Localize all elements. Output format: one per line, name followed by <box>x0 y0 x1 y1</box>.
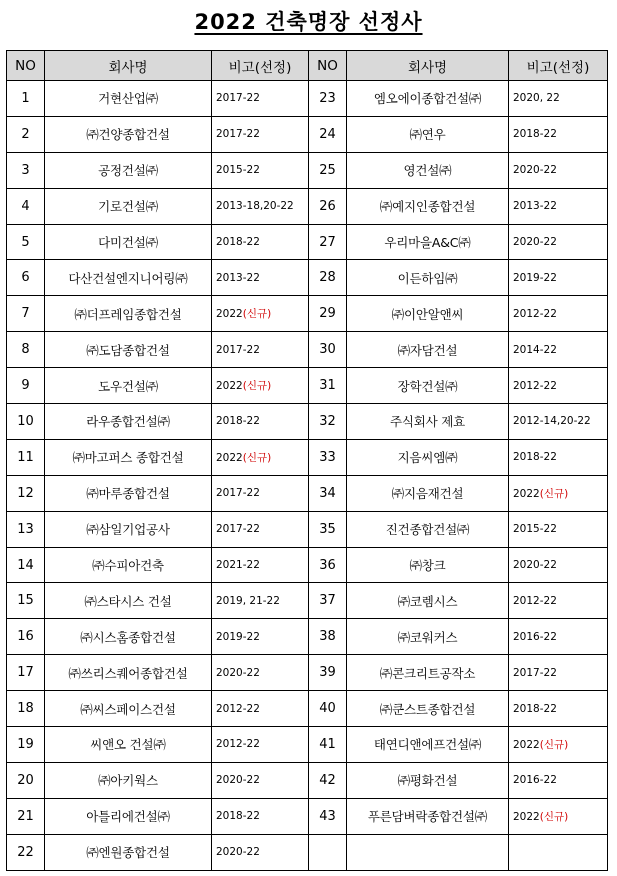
header-note: 비고(선정) <box>509 51 608 81</box>
row-number: 43 <box>309 798 347 834</box>
selection-years: 2012-22 <box>216 738 260 751</box>
selection-note <box>212 583 309 619</box>
row-number: 3 <box>7 152 45 188</box>
row-number: 38 <box>309 619 347 655</box>
selection-years: 2018-22 <box>513 128 557 141</box>
row-number: 9 <box>7 368 45 404</box>
selection-note <box>509 188 608 224</box>
selection-years: 2018-22 <box>513 702 557 715</box>
company-name: 거현산업㈜ <box>45 81 212 117</box>
selection-note <box>509 727 608 763</box>
company-name: ㈜엔원종합건설 <box>45 834 212 870</box>
company-name: 씨앤오 건설㈜ <box>45 727 212 763</box>
company-name: ㈜자담건설 <box>347 332 509 368</box>
selection-note <box>509 368 608 404</box>
selection-note <box>212 619 309 655</box>
row-number: 31 <box>309 368 347 404</box>
selection-years: 2019-22 <box>513 271 557 284</box>
selection-note <box>509 511 608 547</box>
row-number: 29 <box>309 296 347 332</box>
table-row <box>7 260 608 296</box>
header-company: 회사명 <box>347 51 509 81</box>
row-number: 14 <box>7 547 45 583</box>
selection-years: 2021-22 <box>216 559 260 572</box>
selection-years: 2012-22 <box>513 307 557 320</box>
selection-years: 2022 <box>216 308 243 321</box>
selection-note <box>212 762 309 798</box>
row-number: 34 <box>309 475 347 511</box>
selection-note <box>509 116 608 152</box>
selection-years: 2018-22 <box>216 415 260 428</box>
company-name: ㈜아키웍스 <box>45 762 212 798</box>
selection-years: 2016-22 <box>513 630 557 643</box>
selection-years: 2022 <box>513 738 540 751</box>
selection-note <box>212 655 309 691</box>
table-row <box>7 511 608 547</box>
row-number: 12 <box>7 475 45 511</box>
header-no: NO <box>7 51 45 81</box>
table-row <box>7 547 608 583</box>
table-row <box>7 691 608 727</box>
selection-note <box>212 152 309 188</box>
company-name: 다미건설㈜ <box>45 224 212 260</box>
company-name: ㈜마루종합건설 <box>45 475 212 511</box>
company-name: ㈜건양종합건설 <box>45 116 212 152</box>
table-body <box>7 81 608 871</box>
table-row <box>7 583 608 619</box>
company-name: ㈜도담종합건설 <box>45 332 212 368</box>
table-row <box>7 224 608 260</box>
selection-years: 2012-14,20-22 <box>513 415 591 428</box>
table-row <box>7 404 608 440</box>
row-number: 4 <box>7 188 45 224</box>
selection-years: 2020-22 <box>513 236 557 248</box>
row-number: 40 <box>309 691 347 727</box>
selection-note <box>212 511 309 547</box>
company-name: 엠오에이종합건설㈜ <box>347 81 509 117</box>
company-name: ㈜예지인종합건설 <box>347 188 509 224</box>
selection-note <box>212 439 309 475</box>
row-number: 11 <box>7 439 45 475</box>
selection-note <box>212 475 309 511</box>
selection-note <box>509 404 608 440</box>
company-name: ㈜시스홈종합건설 <box>45 619 212 655</box>
table-row <box>7 798 608 834</box>
company-name: 태연디앤에프건설㈜ <box>347 727 509 763</box>
row-number: 13 <box>7 511 45 547</box>
company-name: 라우종합건설㈜ <box>45 404 212 440</box>
company-name: ㈜연우 <box>347 116 509 152</box>
selection-note <box>212 368 309 404</box>
selection-note <box>509 224 608 260</box>
selection-years: 2022 <box>513 810 540 823</box>
company-name: 도우건설㈜ <box>45 368 212 404</box>
company-name: ㈜쓰리스퀘어종합건설 <box>45 655 212 691</box>
selection-note <box>509 691 608 727</box>
selection-years: 2013-22 <box>513 200 557 213</box>
selection-years: 2017-22 <box>216 128 260 141</box>
selection-years: 2022 <box>216 451 243 464</box>
selection-years: 2016-22 <box>513 774 557 787</box>
table-row <box>7 152 608 188</box>
row-number: 26 <box>309 188 347 224</box>
company-name: ㈜콘크리트공작소 <box>347 655 509 691</box>
company-name: 장학건설㈜ <box>347 368 509 404</box>
selection-note <box>212 81 309 117</box>
company-name: ㈜씨스페이스건설 <box>45 691 212 727</box>
empty-cell <box>309 834 347 870</box>
selection-note <box>212 260 309 296</box>
selection-note <box>212 547 309 583</box>
company-name: 푸른담벼락종합건설㈜ <box>347 798 509 834</box>
row-number: 1 <box>7 81 45 117</box>
row-number: 27 <box>309 224 347 260</box>
selection-years: 2018-22 <box>513 451 557 464</box>
company-name: 다산건설엔지니어링㈜ <box>45 260 212 296</box>
company-name: ㈜스타시스 건설 <box>45 583 212 619</box>
company-name: ㈜평화건설 <box>347 762 509 798</box>
selection-note <box>509 547 608 583</box>
selection-note <box>212 224 309 260</box>
selection-note <box>509 762 608 798</box>
selection-note <box>212 116 309 152</box>
empty-cell <box>509 834 608 870</box>
row-number: 19 <box>7 727 45 763</box>
selection-years: 2019-22 <box>216 630 260 643</box>
company-name: 공정건설㈜ <box>45 152 212 188</box>
selection-years: 2017-22 <box>216 92 260 105</box>
row-number: 18 <box>7 691 45 727</box>
selection-years: 2020-22 <box>513 559 557 572</box>
table-row <box>7 834 608 870</box>
selection-note <box>509 475 608 511</box>
row-number: 16 <box>7 619 45 655</box>
table-row <box>7 727 608 763</box>
company-name: 아틀리에건설㈜ <box>45 798 212 834</box>
table-row <box>7 439 608 475</box>
table-row <box>7 619 608 655</box>
row-number: 10 <box>7 404 45 440</box>
table-row <box>7 81 608 117</box>
empty-cell <box>347 834 509 870</box>
selection-years: 2022 <box>513 487 540 500</box>
selection-years: 2017-22 <box>216 523 260 536</box>
selection-years: 2018-22 <box>216 236 260 248</box>
new-badge: (신규) <box>539 738 569 751</box>
selection-years: 2013-22 <box>216 271 260 284</box>
selection-note <box>509 655 608 691</box>
selection-years: 2017-22 <box>216 487 260 500</box>
company-name: 이든하임㈜ <box>347 260 509 296</box>
selection-note <box>509 81 608 117</box>
table-header-row <box>7 51 608 81</box>
company-name: 우리마을A&C㈜ <box>347 224 509 260</box>
selection-years: 2014-22 <box>513 343 557 356</box>
selection-years: 2020-22 <box>216 846 260 859</box>
company-name: 기로건설㈜ <box>45 188 212 224</box>
row-number: 8 <box>7 332 45 368</box>
selection-years: 2015-22 <box>216 164 260 177</box>
row-number: 2 <box>7 116 45 152</box>
selection-note <box>509 619 608 655</box>
row-number: 25 <box>309 152 347 188</box>
row-number: 21 <box>7 798 45 834</box>
selection-note <box>509 260 608 296</box>
company-name: ㈜이안알앤씨 <box>347 296 509 332</box>
selection-note <box>212 404 309 440</box>
row-number: 36 <box>309 547 347 583</box>
company-name: ㈜마고퍼스 종합건설 <box>45 439 212 475</box>
company-name: ㈜창크 <box>347 547 509 583</box>
new-badge: (신규) <box>242 308 272 321</box>
company-name: 진건종합건설㈜ <box>347 511 509 547</box>
new-badge: (신규) <box>539 810 569 823</box>
row-number: 33 <box>309 439 347 475</box>
selection-note <box>212 188 309 224</box>
selection-years: 2017-22 <box>216 343 260 356</box>
selection-years: 2013-18,20-22 <box>216 200 294 213</box>
company-name: 영건설㈜ <box>347 152 509 188</box>
selection-years: 2012-22 <box>513 594 557 607</box>
new-badge: (신규) <box>242 451 272 464</box>
selection-years: 2019, 21-22 <box>216 594 280 607</box>
selection-note <box>509 583 608 619</box>
selection-note <box>212 834 309 870</box>
selection-note <box>509 798 608 834</box>
table-row <box>7 475 608 511</box>
row-number: 23 <box>309 81 347 117</box>
row-number: 17 <box>7 655 45 691</box>
company-name: 주식회사 제효 <box>347 404 509 440</box>
table-row <box>7 116 608 152</box>
row-number: 6 <box>7 260 45 296</box>
header-note: 비고(선정) <box>212 51 309 81</box>
row-number: 7 <box>7 296 45 332</box>
row-number: 39 <box>309 655 347 691</box>
row-number: 20 <box>7 762 45 798</box>
selection-note <box>509 332 608 368</box>
row-number: 32 <box>309 404 347 440</box>
table-row <box>7 332 608 368</box>
company-name: ㈜지음재건설 <box>347 475 509 511</box>
row-number: 41 <box>309 727 347 763</box>
row-number: 15 <box>7 583 45 619</box>
selection-note <box>509 152 608 188</box>
company-name: ㈜코렘시스 <box>347 583 509 619</box>
new-badge: (신규) <box>539 487 569 500</box>
row-number: 22 <box>7 834 45 870</box>
selection-note <box>509 439 608 475</box>
row-number: 5 <box>7 224 45 260</box>
header-no: NO <box>309 51 347 81</box>
selection-years: 2015-22 <box>513 523 557 536</box>
row-number: 28 <box>309 260 347 296</box>
row-number: 37 <box>309 583 347 619</box>
table-row <box>7 368 608 404</box>
selection-years: 2020-22 <box>513 164 557 177</box>
selection-note <box>509 296 608 332</box>
company-name: ㈜수피아건축 <box>45 547 212 583</box>
company-name: 지음씨엠㈜ <box>347 439 509 475</box>
selection-years: 2020-22 <box>216 666 260 679</box>
selection-years: 2012-22 <box>513 379 557 392</box>
table-row <box>7 296 608 332</box>
selection-years: 2020, 22 <box>513 92 560 105</box>
selection-note <box>212 296 309 332</box>
selection-years: 2020-22 <box>216 774 260 787</box>
page-title: 2022 건축명장 선정사 <box>194 10 423 34</box>
selection-years: 2012-22 <box>216 702 260 715</box>
company-table <box>6 50 608 871</box>
new-badge: (신규) <box>242 380 272 393</box>
selection-years: 2018-22 <box>216 810 260 823</box>
header-company: 회사명 <box>45 51 212 81</box>
selection-years: 2017-22 <box>513 666 557 679</box>
company-name: ㈜쿤스트종합건설 <box>347 691 509 727</box>
table-row <box>7 188 608 224</box>
row-number: 24 <box>309 116 347 152</box>
selection-note <box>212 691 309 727</box>
table-row <box>7 762 608 798</box>
row-number: 35 <box>309 511 347 547</box>
row-number: 30 <box>309 332 347 368</box>
table-row <box>7 655 608 691</box>
company-name: ㈜더프레임종합건설 <box>45 296 212 332</box>
selection-note <box>212 727 309 763</box>
selection-note <box>212 332 309 368</box>
company-name: ㈜삼일기업공사 <box>45 511 212 547</box>
row-number: 42 <box>309 762 347 798</box>
selection-note <box>212 798 309 834</box>
company-name: ㈜코워커스 <box>347 619 509 655</box>
selection-years: 2022 <box>216 380 243 393</box>
